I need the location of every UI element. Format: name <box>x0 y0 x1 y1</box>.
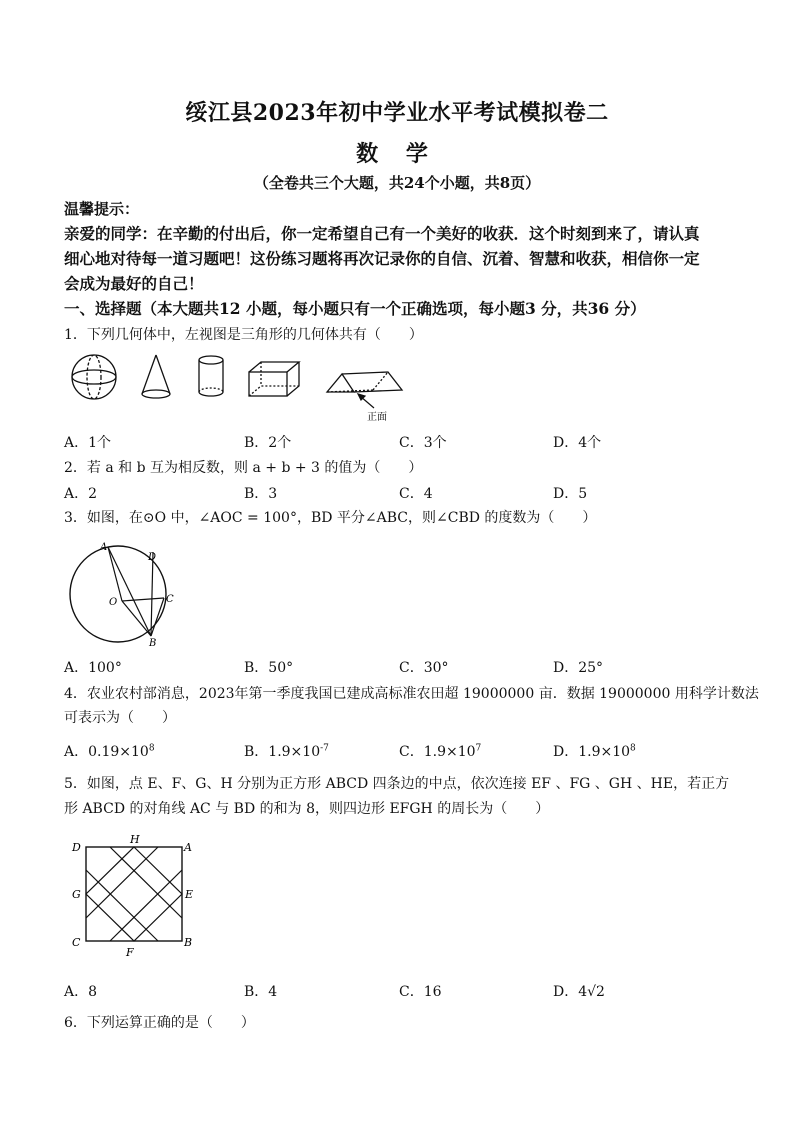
sphere-shape <box>72 355 116 399</box>
square-abcd <box>86 847 182 941</box>
question-1-figure <box>68 350 408 422</box>
point-b-label: B <box>149 638 157 648</box>
tips-line-1: 亲爱的同学：在辛勤的付出后，你一定希望自己有一个美好的收获．这个时刻到来了，请认真 <box>64 224 700 243</box>
cylinder-shape <box>199 356 223 396</box>
point-e-label: E <box>185 888 194 901</box>
question-3-circle-figure <box>64 538 194 648</box>
point-g-label: G <box>72 888 81 901</box>
cuboid-shape <box>249 362 299 396</box>
q2-option-d: D．5 <box>553 486 588 502</box>
point-b-label: B <box>184 936 193 949</box>
q5-option-a: A．8 <box>64 984 98 1000</box>
point-c-label: C <box>166 594 174 605</box>
q1-option-b: B．2个 <box>244 435 292 451</box>
question-4-stem-line-1: 4．农业农村部消息，2023年第一季度我国已建成高标准农田超 19000000 亩．数据 19000000 用科学计数法 <box>64 686 759 702</box>
tips-line-3: 会成为最好的自己！ <box>64 274 204 293</box>
q4-option-d: D．$1.9\times 10^8$ <box>553 743 636 760</box>
point-o-label: O <box>109 597 118 608</box>
question-6-stem: 6．下列运算正确的是（ ） <box>64 1015 255 1031</box>
q2-option-a: A．2 <box>64 486 98 502</box>
q1-option-d: D．4个 <box>553 435 602 451</box>
q2-option-b: B．3 <box>244 486 278 502</box>
point-c-label: C <box>72 936 81 949</box>
exam-subject: 数 学 <box>356 141 438 167</box>
question-3-stem: 3．如图，在⊙O 中，∠AOC = 100°，BD 平分∠ABC，则∠CBD 的度数为（ ） <box>64 510 597 526</box>
point-a-label: A <box>184 841 192 854</box>
tips-heading: 温馨提示： <box>64 200 140 218</box>
front-view-arrow <box>358 394 374 408</box>
section-1-heading: 一、选择题（本大题共12 小题，每小题只有一个正确选项，每小题3 分，共36 分） <box>64 299 646 318</box>
exam-note: （全卷共三个大题，共24个小题，共8页） <box>253 174 541 192</box>
q5-option-d: D．4√2 <box>553 984 605 1000</box>
q3-option-a: A．100° <box>64 660 122 676</box>
q4-option-b: B．$1.9\times 10^{-7}$ <box>244 743 329 760</box>
question-5-square-figure <box>66 830 196 960</box>
point-a-label: A <box>100 542 108 553</box>
question-2-stem: 2．若 a 和 b 互为相反数，则 a + b + 3 的值为（ ） <box>64 460 423 476</box>
point-d-label: D <box>148 552 157 563</box>
q4-option-a: A．$0.19\times 10^8$ <box>64 743 155 760</box>
q3-option-d: D．25° <box>553 660 604 676</box>
triangular-prism-shape <box>327 372 402 392</box>
tips-line-2: 细心地对待每一道习题吧！这份练习题将再次记录你的自信、沉着、智慧和收获，相信你一定 <box>64 249 700 268</box>
front-view-label: 正面 <box>367 412 387 422</box>
q1-option-c: C．3个 <box>399 435 447 451</box>
q3-option-c: C．30° <box>399 660 449 676</box>
exam-title: 绥江县2023年初中学业水平考试模拟卷二 <box>185 100 609 126</box>
question-5-stem-line-1: 5．如图，点 E、F、G、H 分别为正方形 ABCD 四条边的中点，依次连接 EF 、FG 、GH 、HE，若正方 <box>64 776 730 792</box>
q4-option-c: C．$1.9\times 10^7$ <box>399 743 482 760</box>
point-h-label: H <box>130 833 140 846</box>
question-4-stem-line-2: 可表示为（ ） <box>64 710 176 726</box>
cone-shape <box>142 355 170 398</box>
q5-option-b: B．4 <box>244 984 278 1000</box>
q1-option-a: A．1个 <box>64 435 112 451</box>
inner-lines <box>86 847 182 941</box>
question-5-stem-line-2: 形 ABCD 的对角线 AC 与 BD 的和为 8，则四边形 EFGH 的周长为（ ） <box>64 801 550 817</box>
q3-option-b: B．50° <box>244 660 294 676</box>
point-f-label: F <box>126 946 134 959</box>
q2-option-c: C．4 <box>399 486 433 502</box>
q5-option-c: C．16 <box>399 984 442 1000</box>
question-1-stem: 1．下列几何体中，左视图是三角形的几何体共有（ ） <box>64 327 423 343</box>
point-d-label: D <box>72 841 81 854</box>
